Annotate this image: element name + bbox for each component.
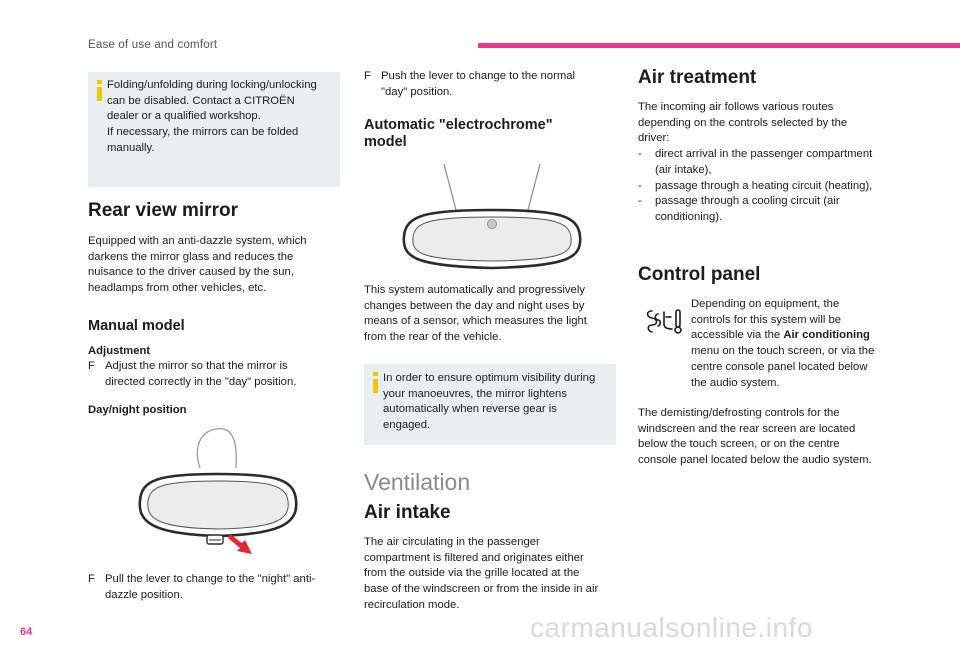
text-line: controls for this system will be [691, 313, 842, 326]
info-icon [97, 80, 102, 102]
manual-mirror-illustration [128, 424, 308, 556]
bullet-text [105, 359, 296, 390]
manual-model-heading: Manual model [88, 318, 185, 334]
header-accent-bar [478, 43, 960, 48]
text-line: "day" position. [381, 85, 453, 98]
text-line: Push the lever to change to the normal [381, 70, 576, 82]
text-line: nuisance to the driver caused by the sun, [88, 266, 294, 279]
info-icon [373, 372, 378, 394]
note-line: If necessary, the mirrors can be folded [107, 126, 299, 139]
text-line: The incoming air follows various routes [638, 101, 834, 113]
note-line: dealer or a qualified workshop. [107, 110, 261, 123]
mirror-folding-note [88, 72, 340, 187]
text-line: Equipped with an anti-dazzle system, which [88, 235, 307, 247]
text-line: The demisting/defrosting controls for the [638, 407, 840, 419]
text-line: windscreen and the rear screen are located [638, 422, 856, 435]
dash-marker: - [638, 180, 642, 192]
route-item [638, 179, 898, 195]
electrochrome-mirror-illustration [398, 158, 586, 270]
text-line: Depending on equipment, the [691, 298, 840, 310]
bullet-text [381, 69, 575, 100]
text-line: the audio system. [691, 376, 780, 389]
note-line: can be disabled. Contact a CITROËN [107, 94, 295, 107]
climate-controls-icon [644, 306, 684, 336]
section-title: Ease of use and comfort [88, 39, 218, 51]
dash-marker: - [638, 195, 642, 207]
text-line: from the outside via the grille located at the [364, 567, 580, 580]
note-line: manually. [107, 141, 155, 154]
note-line: your manoeuvres, the mirror lightens [383, 387, 567, 400]
text-line: centre console panel located below [691, 360, 868, 373]
text-line: recirculation mode. [364, 598, 460, 611]
text-line: means of a sensor, which measures the light [364, 315, 587, 328]
text-line: passage through a heating circuit (heating), [655, 180, 873, 192]
text-fragment: accessible via the [691, 329, 784, 342]
automatic-model-text [364, 283, 587, 346]
bullet-marker: F [364, 70, 371, 82]
watermark: carmanualsonline.info [530, 612, 813, 643]
page-number: 64 [20, 626, 33, 638]
text-line: driver: [638, 132, 670, 145]
dash-marker: - [638, 148, 642, 160]
text-line [691, 328, 901, 344]
text-line: menu on the touch screen, or via the [691, 345, 875, 358]
bullet-text [655, 147, 872, 178]
ventilation-heading: Ventilation [364, 469, 471, 495]
bullet-marker: F [88, 360, 95, 372]
text-line: Pull the lever to change to the "night" anti- [105, 573, 316, 585]
rear-mirror-text [88, 234, 307, 297]
adjust-bullet [88, 359, 338, 391]
text-line: Adjust the mirror so that the mirror is [105, 360, 288, 372]
demisting-text [638, 406, 872, 469]
air-conditioning-menu-label: Air conditioning [783, 329, 870, 342]
air-intake-text [364, 535, 598, 614]
note-line: In order to ensure optimum visibility during [383, 372, 596, 384]
control-panel-heading: Control panel [638, 264, 761, 285]
text-line: The air circulating in the passenger [364, 536, 540, 548]
text-line: This system automatically and progressively [364, 284, 586, 296]
heading-line: model [364, 134, 407, 150]
text-line: directed correctly in the "day" position. [105, 375, 297, 388]
air-treatment-heading: Air treatment [638, 67, 757, 88]
text-line: changes between the day and night uses by [364, 299, 585, 312]
text-line: below the touch screen, or on the centre [638, 438, 840, 451]
air-treatment-intro [638, 100, 847, 147]
text-line: base of the windscreen or from the inside in air [364, 583, 599, 596]
push-lever-bullet [364, 69, 616, 101]
bullet-text [105, 572, 315, 603]
bullet-text [655, 179, 872, 195]
note-line: automatically when reverse gear is [383, 403, 557, 416]
route-item [638, 147, 898, 179]
text-line: dazzle position. [105, 588, 183, 601]
rear-mirror-heading: Rear view mirror [88, 200, 238, 221]
pull-lever-bullet [88, 572, 340, 604]
text-line: depending on the controls selected by the [638, 116, 848, 129]
automatic-model-heading [364, 117, 553, 151]
adjustment-label: Adjustment [88, 345, 151, 357]
control-panel-text [691, 297, 901, 391]
text-line: darkens the mirror glass and reduces the [88, 250, 294, 263]
bullet-text [655, 194, 840, 225]
text-line: headlamps from other vehicles, etc. [88, 282, 267, 295]
heading-line: Automatic "electrochrome" [364, 117, 553, 133]
text-line: passage through a cooling circuit (air [655, 195, 840, 207]
day-night-label: Day/night position [88, 404, 187, 416]
text-line: from the rear of the vehicle. [364, 331, 502, 344]
text-line: (air intake), [655, 163, 712, 176]
air-intake-heading: Air intake [364, 502, 451, 523]
text-line: console panel located below the audio system. [638, 454, 872, 467]
bullet-marker: F [88, 573, 95, 585]
reverse-gear-note [364, 364, 616, 445]
note-line: engaged. [383, 419, 431, 432]
note-line: Folding/unfolding during locking/unlocking [107, 79, 317, 91]
text-line: direct arrival in the passenger compartment [655, 148, 873, 160]
route-item [638, 194, 898, 226]
text-line: compartment is filtered and originates either [364, 551, 584, 564]
text-line: conditioning). [655, 210, 723, 223]
